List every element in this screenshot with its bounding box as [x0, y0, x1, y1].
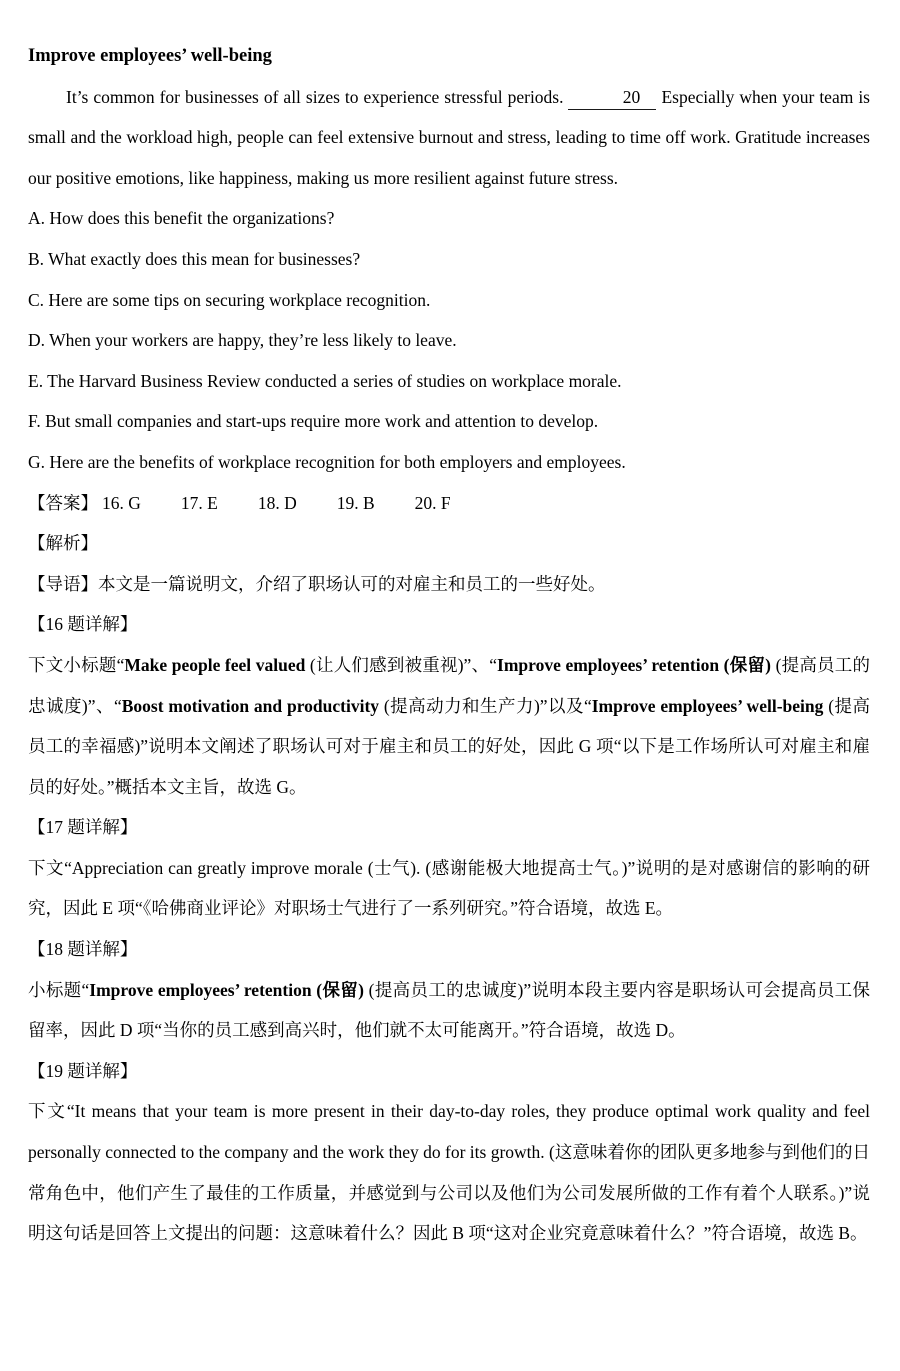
passage-subheading: Improve employees’ well-being	[28, 46, 272, 66]
text: 下文小标题“	[28, 654, 125, 675]
intro-line	[28, 564, 870, 605]
explanation-heading: 【19 题详解】	[28, 1060, 138, 1081]
explanation-body	[28, 848, 870, 929]
option-item: B. What exactly does this mean for businesses?	[28, 248, 361, 269]
intro-text: 本文是一篇说明文，介绍了职场认可的对雇主和员工的一些好处。	[98, 573, 606, 594]
explanation-heading: 【17 题详解】	[28, 817, 138, 838]
explanation-body	[28, 970, 870, 1051]
options-list	[28, 198, 870, 482]
option-item: E. The Harvard Business Review conducted a series of studies on workplace morale.	[28, 370, 622, 391]
bold-text: Improve employees’ well-being	[591, 695, 824, 716]
text: 下文“Appreciation can greatly improve morale (士气). (感谢能极大地提高士气。)”说明的是对感谢信的影响的研究，因此 E 项“《哈佛商业评论》对职场士气进行了一系列研究。”符合语境，故选 E。	[28, 857, 870, 919]
answer-item: 17. E	[180, 492, 218, 513]
explanation-body	[28, 645, 870, 807]
explanation-heading: 【18 题详解】	[28, 939, 138, 960]
bold-text: Boost motivation and productivity	[121, 695, 380, 716]
text: (让人们感到被重视)”、“	[305, 654, 498, 675]
answers-items	[102, 493, 451, 513]
option-item: F. But small companies and start-ups require more work and attention to develop.	[28, 411, 599, 432]
text: 小标题“	[28, 979, 90, 1000]
answers-label: 【答案】	[28, 492, 98, 513]
text: (提高员工的忠诚度)”、“	[28, 654, 870, 716]
text: (提高动力和生产力)”以及“	[379, 695, 592, 716]
explanations	[28, 604, 870, 1254]
bold-text: Improve employees’ retention (保留)	[89, 979, 364, 1000]
text: Especially when your team is small and the workload high, people can feel extensive burnout and stress, leading to time off work. Gratitude increases our positive emotions, like happiness, making us more resilient against future stress.	[28, 86, 870, 188]
explanation-heading: 【16 题详解】	[28, 614, 138, 635]
bold-text: Improve employees’ retention (保留)	[497, 654, 771, 675]
answer-item: 19. B	[336, 492, 375, 513]
blank-gap-20: 20	[568, 87, 656, 110]
bold-text: Make people feel valued	[124, 654, 306, 675]
answer-item: 18. D	[257, 492, 297, 513]
passage-paragraph	[28, 77, 870, 199]
text: It’s common for businesses of all sizes to experience stressful periods.	[66, 86, 569, 107]
option-item: D. When your workers are happy, they’re less likely to leave.	[28, 330, 457, 351]
analysis-label: 【解析】	[28, 533, 98, 554]
option-item: G. Here are the benefits of workplace recognition for both employers and employees.	[28, 451, 626, 472]
answer-item: 20. F	[414, 492, 451, 513]
option-item: A. How does this benefit the organizations?	[28, 208, 335, 229]
intro-label: 【导语】	[28, 573, 98, 594]
text: (提高员工的忠诚度)”说明本段主要内容是职场认可会提高员工保留率，因此 D 项“当你的员工感到高兴时，他们就不太可能离开。”符合语境，故选 D。	[28, 979, 870, 1041]
explanation-body	[28, 1091, 870, 1253]
text: (提高员工的幸福感)”说明本文阐述了职场认可对于雇主和员工的好处，因此 G 项“以下是工作场所认可对雇主和雇员的好处。”概括本文主旨，故选 G。	[28, 695, 870, 797]
answer-item: 16. G	[102, 492, 141, 513]
text: 下文“It means that your team is more present in their day-to-day roles, they produce optimal work quality and feel personally connected to the company and the work they do for its growth. (这意味着你的团队更多地参与到他们的日常角色中，他们产生了最佳的工作质量，并感觉到与公司以及他们为公司发展所做的工作有着个人联系。)”说明这句话是回答上文提出的问题：这意味着什么？因此 B 项“这对企业究竟意味着什么？”符合语境，故选 B。	[28, 1101, 870, 1244]
answer-line	[28, 483, 870, 524]
option-item: C. Here are some tips on securing workplace recognition.	[28, 289, 431, 310]
